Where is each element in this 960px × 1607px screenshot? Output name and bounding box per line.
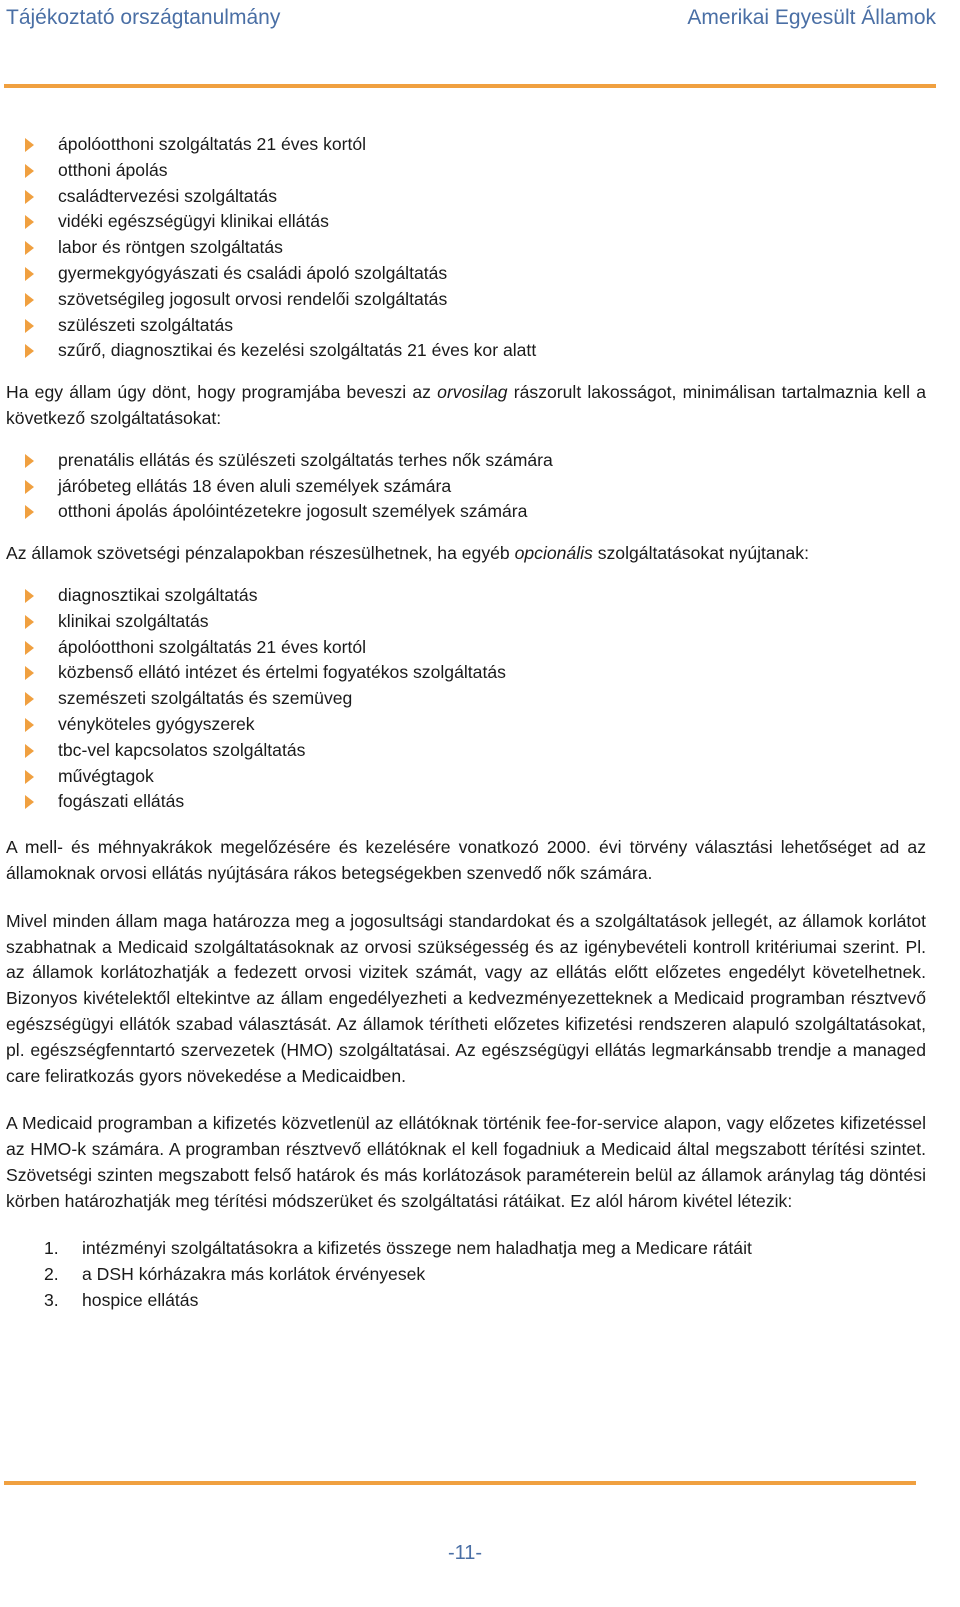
bullet-arrow-icon xyxy=(25,138,34,152)
bullet-arrow-icon xyxy=(25,692,34,706)
document-body xyxy=(6,132,926,1314)
list-item: 3. hospice ellátás xyxy=(44,1290,199,1311)
list-item: vényköteles gyógyszerek xyxy=(6,712,926,738)
list-item: ápolóotthoni szolgáltatás 21 éves kortól xyxy=(6,132,926,158)
list-item: diagnosztikai szolgáltatás xyxy=(6,583,926,609)
minimum-services-list xyxy=(6,448,926,525)
list-item: otthoni ápolás xyxy=(6,158,926,184)
bullet-arrow-icon xyxy=(25,770,34,784)
bullet-arrow-icon xyxy=(25,319,34,333)
bullet-arrow-icon xyxy=(25,795,34,809)
paragraph-cancer-act: A mell- és méhnyakrákok megelőzésére és kezelésére vonatkozó 2000. évi törvény választási lehetőséget ad az államoknak orvosi ellátás nyújtására rákos betegségekben szenvedő nők számára. xyxy=(6,837,926,883)
paragraph-medically-needy: Ha egy állam úgy dönt, hogy programjába beveszi az orvosilag rászorult lakosságot, minimálisan tartalmaznia kell a következő szolgáltatásokat: xyxy=(6,382,926,428)
list-item: ápolóotthoni szolgáltatás 21 éves kortól xyxy=(6,635,926,661)
bullet-arrow-icon xyxy=(25,744,34,758)
bullet-arrow-icon xyxy=(25,641,34,655)
list-item: művégtagok xyxy=(6,764,926,790)
bullet-arrow-icon xyxy=(25,718,34,732)
list-item: otthoni ápolás ápolóintézetekre jogosult személyek számára xyxy=(6,499,926,525)
list-item: közbenső ellátó intézet és értelmi fogyatékos szolgáltatás xyxy=(6,660,926,686)
list-item: szülészeti szolgáltatás xyxy=(6,313,926,339)
mandatory-services-list xyxy=(6,132,926,364)
bullet-arrow-icon xyxy=(25,666,34,680)
paragraph-optional-services: Az államok szövetségi pénzalapokban részesülhetnek, ha egyéb opcionális szolgáltatásokat nyújtanak: xyxy=(6,543,809,564)
footer-rule xyxy=(4,1481,916,1485)
list-item: prenatális ellátás és szülészeti szolgáltatás terhes nők számára xyxy=(6,448,926,474)
bullet-arrow-icon xyxy=(25,293,34,307)
bullet-arrow-icon xyxy=(25,344,34,358)
list-item: családtervezési szolgáltatás xyxy=(6,184,926,210)
list-item: tbc-vel kapcsolatos szolgáltatás xyxy=(6,738,926,764)
exceptions-list xyxy=(6,1236,926,1313)
list-item: fogászati ellátás xyxy=(6,789,926,815)
header-document-title: Tájékoztató országtanulmány xyxy=(6,6,281,29)
bullet-arrow-icon xyxy=(25,454,34,468)
paragraph-payment: A Medicaid programban a kifizetés közvetlenül az ellátóknak történik fee-for-service alapon, vagy előzetes kifizetéssel az HMO-k számára. A programban résztvevő ellátóknak el kell fogadniuk a Medicaid által megszabott térítési szintet. Szövetségi szinten megszabott felső határok és más korlátozások paraméterein belül az államok aránylag tág döntési körben határozhatják meg térítési módszerüket és szolgáltatási rátáikat. Ez alól három kivétel létezik: xyxy=(6,1113,926,1211)
list-item: szövetségileg jogosult orvosi rendelői szolgáltatás xyxy=(6,287,926,313)
bullet-arrow-icon xyxy=(25,480,34,494)
bullet-arrow-icon xyxy=(25,241,34,255)
list-item: szűrő, diagnosztikai és kezelési szolgáltatás 21 éves kor alatt xyxy=(6,338,926,364)
bullet-arrow-icon xyxy=(25,589,34,603)
page-number: -11- xyxy=(447,1542,483,1564)
list-item: vidéki egészségügyi klinikai ellátás xyxy=(6,209,926,235)
list-item: labor és röntgen szolgáltatás xyxy=(6,235,926,261)
list-item: klinikai szolgáltatás xyxy=(6,609,926,635)
bullet-arrow-icon xyxy=(25,505,34,519)
optional-services-list xyxy=(6,583,926,815)
header-country-title: Amerikai Egyesült Államok xyxy=(687,6,936,29)
page-header xyxy=(0,0,960,90)
bullet-arrow-icon xyxy=(25,267,34,281)
list-item: 1. intézményi szolgáltatásokra a kifizetés összege nem haladhatja meg a Medicare rátáit xyxy=(44,1238,752,1259)
bullet-arrow-icon xyxy=(25,190,34,204)
paragraph-state-limits: Mivel minden állam maga határozza meg a jogosultsági standardokat és a szolgáltatások jellegét, az államok korlátot szabhatnak a Medicaid szolgáltatásoknak az orvosi szükségesség és az igénybevételi kontroll kritériumai szerint. Pl. az államok korlátozhatják a fedezett orvosi vizitek számát, vagy az ellátás előtt előzetes engedélyt követelhetnek. Bizonyos kivételektől eltekintve az állam engedélyezheti a kedvezményezetteknek a Medicaid programban résztvevő egészségügyi ellátók szabad választását. Az államok térítheti előzetes kifizetési rendszeren alapuló szolgáltatásokat, pl. egészségfenntartó szervezetek (HMO) szolgáltatásai. Az egészségügyi ellátás legmarkánsabb trendje a managed care feliratkozás gyors növekedése a Medicaidben. xyxy=(6,910,926,1086)
bullet-arrow-icon xyxy=(25,164,34,178)
list-item: szemészeti szolgáltatás és szemüveg xyxy=(6,686,926,712)
list-item: 2. a DSH kórházakra más korlátok érvényesek xyxy=(44,1264,426,1285)
bullet-arrow-icon xyxy=(25,215,34,229)
bullet-arrow-icon xyxy=(25,615,34,629)
header-rule xyxy=(4,84,936,88)
list-item: járóbeteg ellátás 18 éven aluli személyek számára xyxy=(6,474,926,500)
list-item: gyermekgyógyászati és családi ápoló szolgáltatás xyxy=(6,261,926,287)
